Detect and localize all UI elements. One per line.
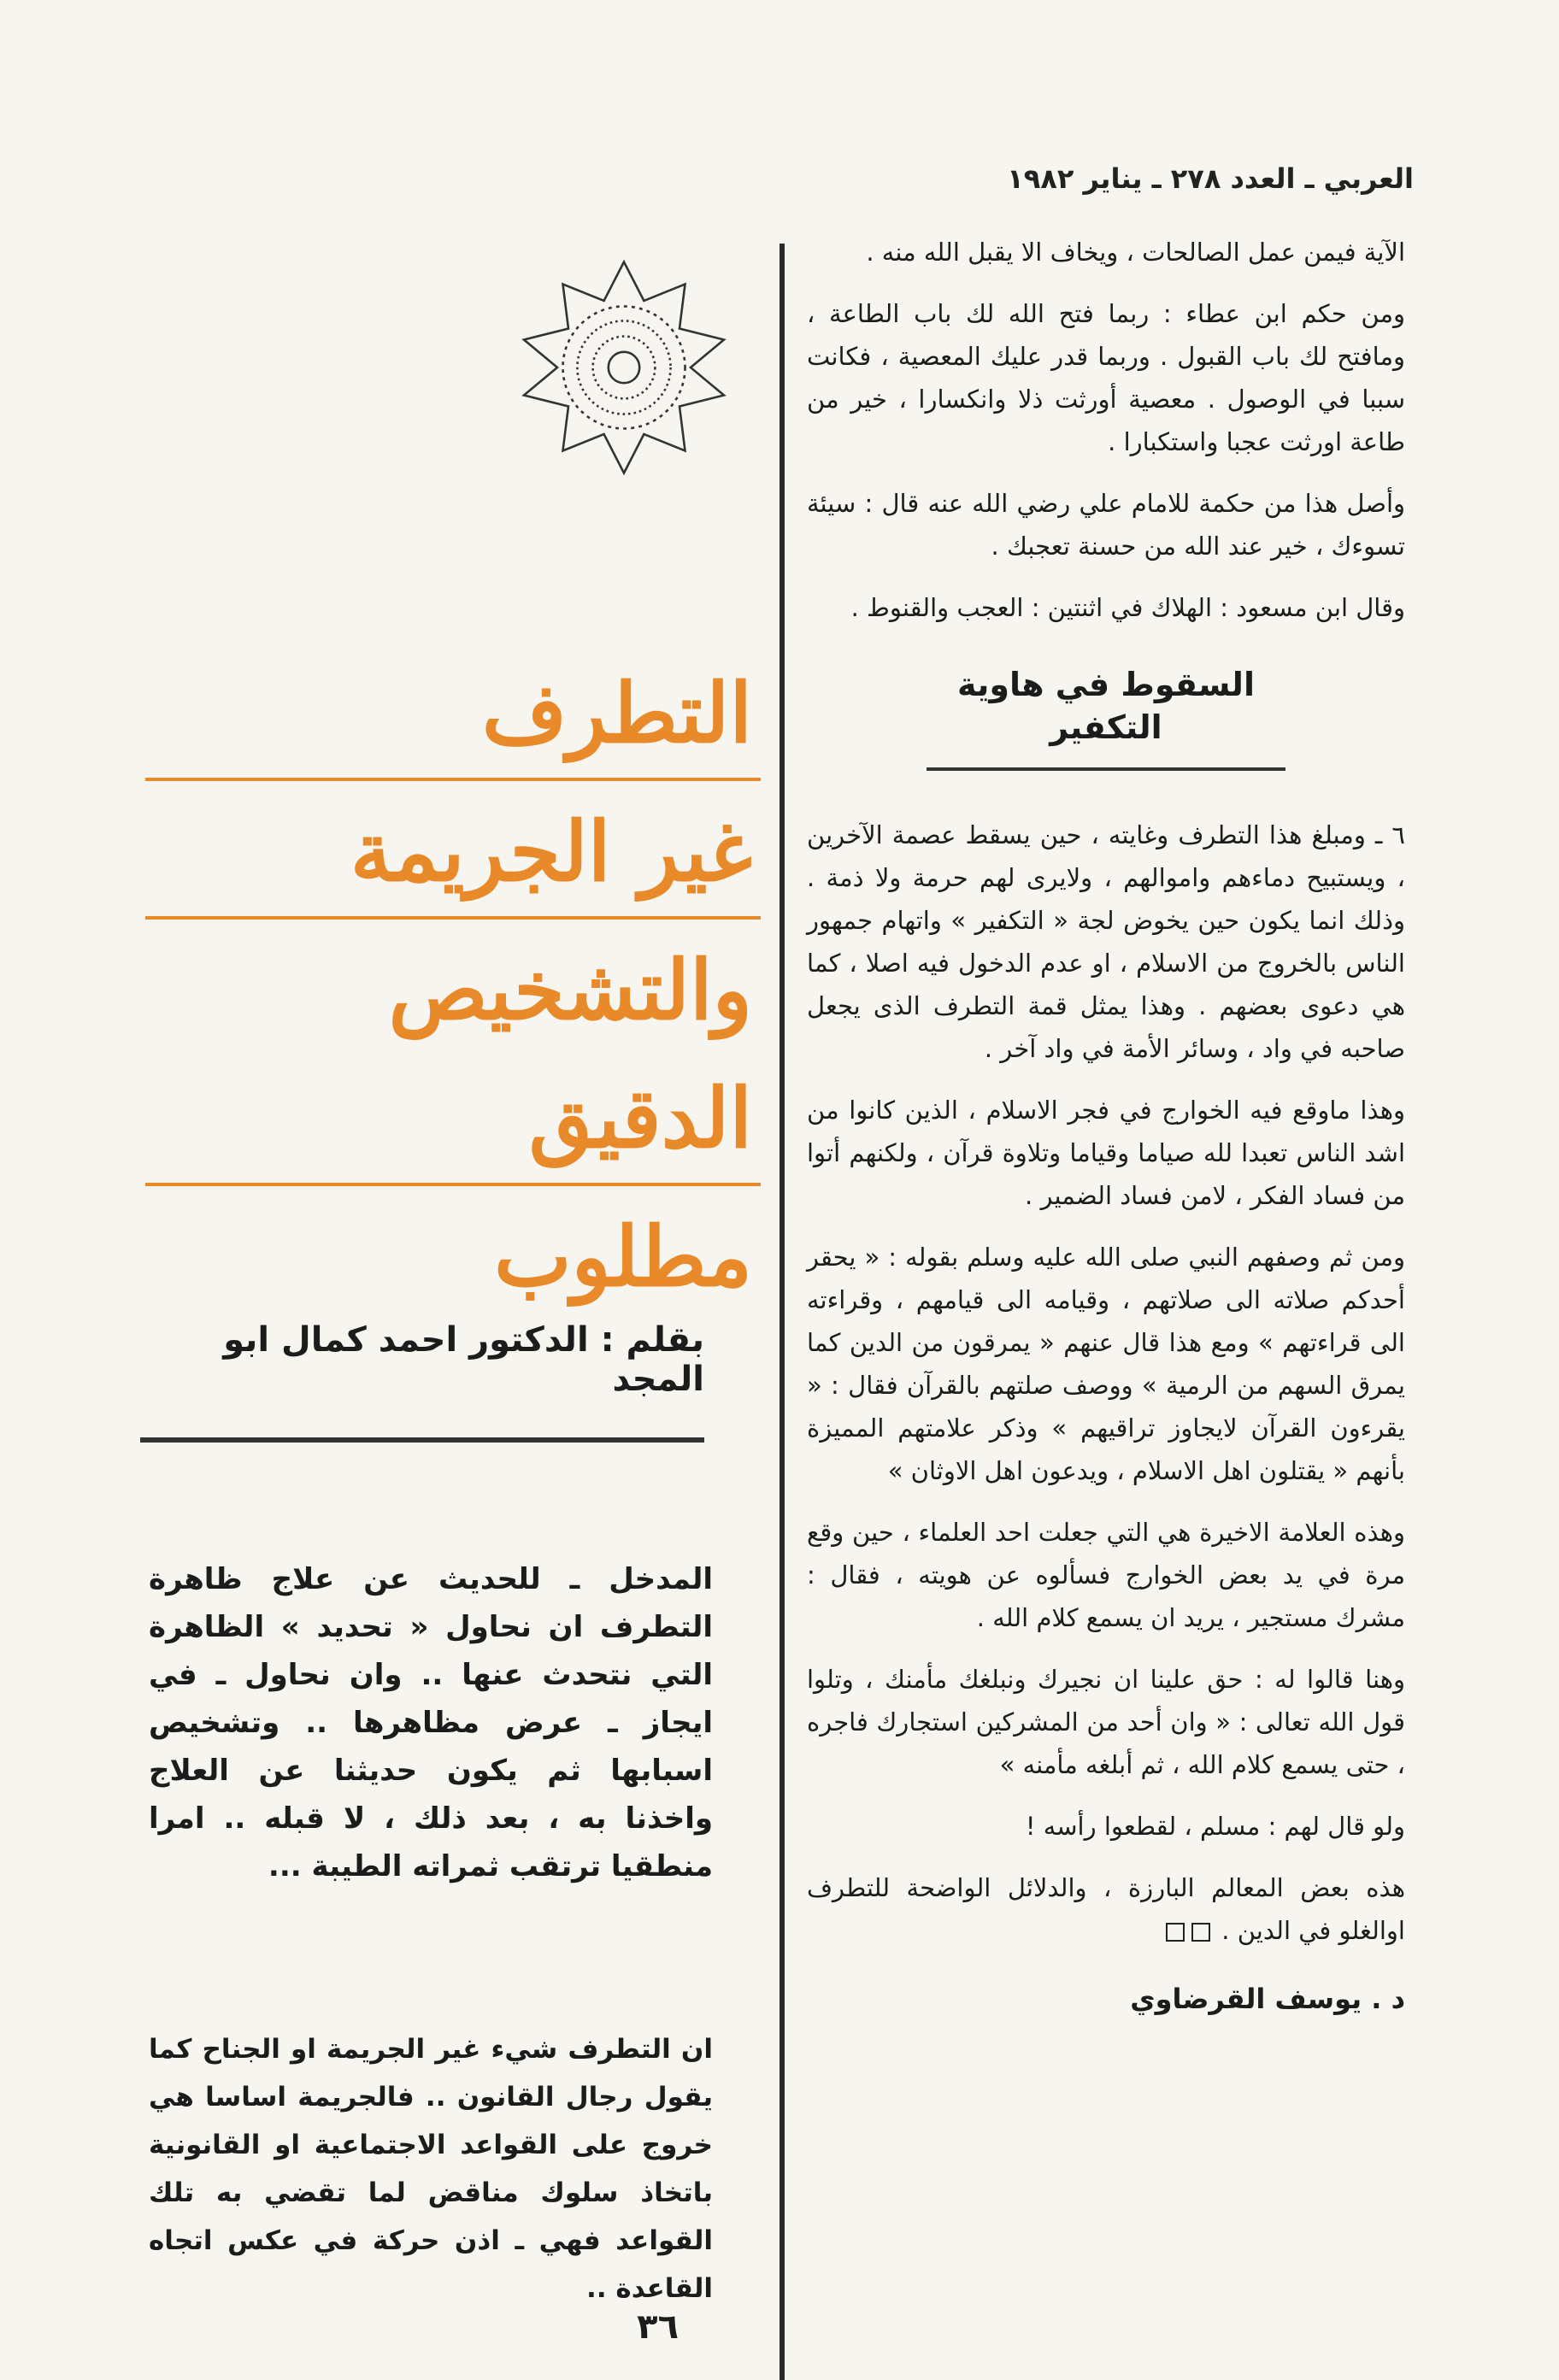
author-byline: بقلم : الدكتور احمد كمال ابو المجد — [140, 1320, 704, 1443]
paragraph: الآية فيمن عمل الصالحات ، ويخاف الا يقبل الله منه . — [866, 238, 1405, 267]
paragraph-text: هذه بعض المعالم البارزة ، والدلائل الواضحة للتطرف اوالغلو في الدين . — [807, 1873, 1405, 1945]
issue-header: العربي ـ العدد ٢٧٨ ـ يناير ١٩٨٢ — [1007, 162, 1414, 195]
end-mark-icon — [1166, 1923, 1185, 1942]
column-divider — [780, 244, 785, 2380]
paragraph: ومن حكم ابن عطاء : ربما فتح الله لك باب الطاعة ، ومافتح لك باب القبول . وربما قدر عليك المعصية ، فكانت سببا في الوصول . معصية أورثت ذلا وانكسارا ، خير من طاعة اورثت عجبا واستكبارا . — [807, 299, 1405, 456]
paragraph-end — [807, 1866, 1405, 1952]
signature: د . يوسف القرضاوي — [1130, 1983, 1405, 2015]
paragraph: وهذه العلامة الاخيرة هي التي جعلت احد العلماء ، حين وقع مرة في يد بعض الخوارج فسألوه عن هويته ، فقال : مشرك مستجير ، يريد ان يسمع كلام الله . — [807, 1518, 1405, 1632]
title-line-1: التطرف — [145, 649, 761, 781]
end-mark-icon — [1191, 1923, 1210, 1942]
pull-quote: ان التطرف شيء غير الجريمة او الجناح كما يقول رجال القانون .. فالجريمة اساسا هي خروج على القواعد الاجتماعية او القانونية باتخاذ سلوك مناقض لما تقضي به تلك القواعد فهي ـ اذن حركة في عكس اتجاه القاعدة .. — [149, 2034, 713, 2304]
paragraph: وأصل هذا من حكمة للامام علي رضي الله عنه قال : سيئة تسوءك ، خير عند الله من حسنة تعجبك . — [807, 489, 1405, 561]
paragraph: وهنا قالوا له : حق علينا ان نجيرك ونبلغك مأمنك ، وتلوا قول الله تعالى : « وان أحد من المشركين استجارك فاجره ، حتى يسمع كلام الله ، ثم أبلغه مأمنه » — [807, 1665, 1405, 1779]
title-line-4: مطلوب — [494, 1208, 752, 1305]
article-title — [145, 649, 761, 1328]
paragraph: وقال ابن مسعود : الهلاك في اثنتين : العجب والقنوط . — [850, 593, 1405, 622]
title-line-2: غير الجريمة — [145, 788, 761, 920]
paragraph: ومن ثم وصفهم النبي صلى الله عليه وسلم بقوله : « يحقر أحدكم صلاته الى صلاتهم ، وقيامه الى قيامهم ، وقراءته الى قراءتهم » ومع هذا قال عنهم « يمرقون من الدين كما يمرق السهم من الرمية » ووصف صلتهم بالقرآن فقال : « يقرءون القرآن لايجاوز تراقيهم » وذكر علامتهم المميزة بأنهم « يقتلون اهل الاسلام ، ويدعون اهل الاوثان » — [807, 1243, 1405, 1485]
page-number: ٣٦ — [637, 2307, 679, 2347]
title-line-3: والتشخيص الدقيق — [145, 926, 761, 1186]
intro-paragraph: المدخل ـ للحديث عن علاج ظاهرة التطرف ان نحاول « تحديد » الظاهرة التي نتحدث عنها .. وان نحاول ـ في ايجاز ـ عرض مظاهرها .. وتشخيص اسبابها ثم يكون حديثنا عن العلاج واخذنا به ، بعد ذلك ، لا قبله .. امرا منطقيا ترتقب ثمراته الطيبة ... — [149, 1562, 713, 1883]
section-subheading: السقوط في هاوية التكفير — [927, 663, 1285, 771]
star-ornament-icon — [513, 256, 735, 479]
paragraph: ٦ ـ ومبلغ هذا التطرف وغايته ، حين يسقط عصمة الآخرين ، ويستبيح دماءهم واموالهم ، ولايرى لهم حرمة ولا ذمة . وذلك انما يكون حين يخوض لجة « التكفير » واتهام جمهور الناس بالخروج من الاسلام ، او عدم الدخول فيه اصلا ، كما هي دعوى بعضهم . وهذا يمثل قمة التطرف الذى يجعل صاحبه في واد ، وسائر الأمة في واد آخر . — [807, 820, 1405, 1063]
right-column — [807, 231, 1405, 2020]
paragraph: ولو قال لهم : مسلم ، لقطعوا رأسه ! — [1025, 1812, 1405, 1841]
paragraph: وهذا ماوقع فيه الخوارج في فجر الاسلام ، الذين كانوا من اشد الناس تعبدا لله صياما وقياما وتلاوة قرآن ، ولكنهم أتوا من فساد الفكر ، لامن فساد الضمير . — [807, 1096, 1405, 1210]
